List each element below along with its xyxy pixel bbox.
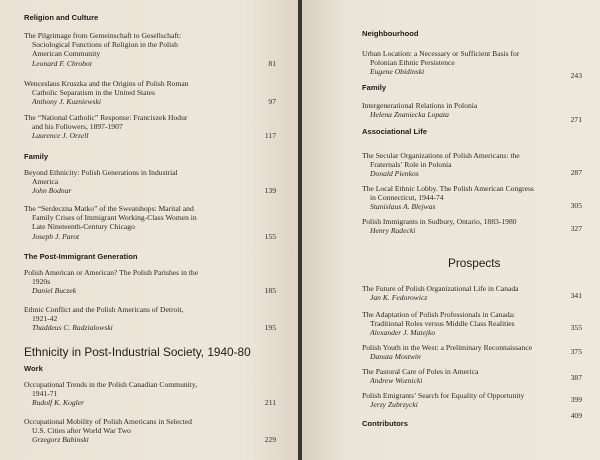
entry-title-line: Fraternals’ Role in Polonia xyxy=(370,160,452,170)
entry-title-line: Intergenerational Relations in Polonia xyxy=(362,101,478,110)
entry-title-line: 1921-42 xyxy=(32,314,58,324)
entry-title-line: Polish American or American? The Polish Parishes in the xyxy=(24,268,199,277)
entry-author: Jerzy Zubrzycki xyxy=(370,400,418,410)
entry-page-number: 97 xyxy=(268,97,276,107)
entry-page-number: 399 xyxy=(570,395,582,404)
entry-title-line: Family Crises of Immigrant Working-Class Women in xyxy=(32,213,197,223)
toc-entry xyxy=(24,380,276,408)
entry-title-line: The Pastoral Care of Poles in America xyxy=(362,367,479,376)
entry-page-number: 375 xyxy=(570,347,582,356)
entry-author: Jan K. Fedorowicz xyxy=(370,293,428,303)
entry-page-number: 287 xyxy=(570,168,582,177)
toc-entry xyxy=(24,305,276,333)
toc-entry xyxy=(362,310,582,338)
toc-entry xyxy=(24,168,276,196)
entry-title-line: Polish Youth in the West: a Preliminary Reconnaissance xyxy=(362,343,533,352)
part-heading-prospects: Prospects xyxy=(448,256,501,270)
entry-page-number: 195 xyxy=(264,323,276,333)
toc-entry xyxy=(362,101,582,119)
toc-entry xyxy=(362,184,582,212)
entry-author: Laurence J. Orzell xyxy=(32,131,89,141)
entry-author: Daniel Buczek xyxy=(32,286,77,296)
entry-title-line: Sociological Functions of Religion in the Polish xyxy=(32,40,178,50)
entry-title-line: Beyond Ethnicity: Polish Generations in Industrial xyxy=(24,168,178,177)
entry-title-line: The Secular Organizations of Polish Americans: the xyxy=(362,151,520,160)
toc-entry xyxy=(362,284,582,302)
entry-title-line: Polish Immigrants in Sudbury, Ontario, 1883-1980 xyxy=(362,217,517,226)
entry-author: Grzegorz Babinski xyxy=(32,435,89,445)
part-heading-post-industrial: Ethnicity in Post-Industrial Society, 1940-80 xyxy=(24,345,251,359)
entry-title-line: 1941-71 xyxy=(32,389,58,399)
section-heading-work: Work xyxy=(24,364,43,373)
section-heading-family: Family xyxy=(24,152,49,161)
entry-author: Helena Znaniecka Lopata xyxy=(370,110,449,120)
entry-title-line: The “Serdeczna Matko” of the Sweatshops: Marital and xyxy=(24,204,194,213)
section-heading-religion-and-culture: Religion and Culture xyxy=(24,13,99,22)
entry-page-number: 211 xyxy=(264,398,276,408)
section-heading-family: Family xyxy=(362,83,387,92)
toc-entry xyxy=(362,343,582,361)
entry-page-number: 229 xyxy=(264,435,276,445)
entry-title-line: Wenceslaus Kruszka and the Origins of Polish Roman xyxy=(24,79,189,88)
entry-page-number: 185 xyxy=(264,286,276,296)
entry-title-line: The “National Catholic” Response: Franciszek Hodur xyxy=(24,113,188,122)
entry-author: Leonard F. Chrobot xyxy=(32,58,92,68)
toc-entry xyxy=(24,113,276,141)
contributors-page-number: 409 xyxy=(570,411,582,420)
entry-title-line: The Future of Polish Organizational Life in Canada xyxy=(362,284,519,293)
entry-title-line: Urban Location: a Necessary or Sufficient Basis for xyxy=(362,49,520,58)
entry-title-line: Traditional Roles versus Middle Class Realities xyxy=(370,319,515,329)
toc-entry xyxy=(362,391,582,409)
entry-page-number: 305 xyxy=(570,201,582,210)
entry-title-line: U.S. Cities after World War Two xyxy=(32,426,131,436)
entry-title-line: Polish Emigrants’ Search for Equality of Opportunity xyxy=(362,391,525,400)
entry-page-number: 341 xyxy=(570,291,582,300)
entry-page-number: 271 xyxy=(570,115,582,124)
entry-author: Joseph J. Parot xyxy=(32,231,80,241)
entry-author: Alexander J. Matejko xyxy=(370,328,436,338)
entry-title-line: Catholic Separatism in the United States xyxy=(32,88,155,98)
entry-author: Eugene Obidinski xyxy=(370,67,425,77)
entry-title-line: Polonian Ethnic Persistence xyxy=(370,58,455,68)
toc-entry xyxy=(24,268,276,296)
entry-title-line: in Connecticut, 1944-74 xyxy=(370,193,444,203)
section-heading-contributors: Contributors xyxy=(362,419,408,428)
toc-entry xyxy=(362,49,582,77)
entry-title-line: Ethnic Conflict and the Polish Americans of Detroit, xyxy=(24,305,184,314)
entry-title-line: Occupational Mobility of Polish Americans in Selected xyxy=(24,417,192,426)
section-heading-associational-life: Associational Life xyxy=(362,127,427,136)
toc-entry xyxy=(362,217,582,235)
entry-title-line: American Community xyxy=(32,49,101,59)
entry-page-number: 355 xyxy=(570,323,582,332)
toc-entry xyxy=(362,151,582,179)
toc-entry xyxy=(24,204,276,241)
toc-entry xyxy=(24,79,276,107)
entry-page-number: 139 xyxy=(264,186,276,196)
entry-author: Stanislaus A. Blejwas xyxy=(370,202,436,212)
entry-author: Henry Radecki xyxy=(370,226,416,236)
entry-page-number: 327 xyxy=(570,224,582,233)
entry-author: Andrew Woznicki xyxy=(370,376,423,386)
entry-author: Donald Pienkos xyxy=(370,169,419,179)
entry-title-line: The Local Ethnic Lobby. The Polish American Congress xyxy=(362,184,534,193)
toc-entry xyxy=(24,417,276,445)
entry-page-number: 81 xyxy=(268,58,276,68)
entry-page-number: 155 xyxy=(264,231,276,241)
entry-author: John Bodnar xyxy=(32,186,72,196)
section-heading-post-immigrant-generation: The Post-Immigrant Generation xyxy=(24,252,138,261)
entry-page-number: 243 xyxy=(570,71,582,80)
entry-author: Danuta Mostwin xyxy=(370,352,421,362)
entry-page-number: 117 xyxy=(264,131,276,141)
right-page xyxy=(302,0,600,460)
toc-entry xyxy=(362,367,582,385)
entry-author: Anthony J. Kuzniewski xyxy=(32,97,101,107)
entry-page-number: 387 xyxy=(570,373,582,382)
entry-title-line: Late Nineteenth-Century Chicago xyxy=(32,222,135,232)
entry-author: Rudolf K. Kogler xyxy=(32,398,85,408)
toc-entry xyxy=(24,31,276,68)
entry-author: Thaddeus C. Radzialowski xyxy=(32,323,113,333)
entry-title-line: The Pilgrimage from Gemeinschaft to Gesellschaft: xyxy=(24,31,182,40)
entry-title-line: The Adaptation of Polish Professionals in Canada: xyxy=(362,310,516,319)
entry-title-line: America xyxy=(32,177,59,187)
section-heading-neighbourhood: Neighbourhood xyxy=(362,29,419,38)
entry-title-line: and his Followers, 1897-1907 xyxy=(32,122,123,132)
left-page xyxy=(0,0,298,460)
entry-title-line: 1920s xyxy=(32,277,51,287)
entry-title-line: Occupational Trends in the Polish Canadian Community, xyxy=(24,380,198,389)
